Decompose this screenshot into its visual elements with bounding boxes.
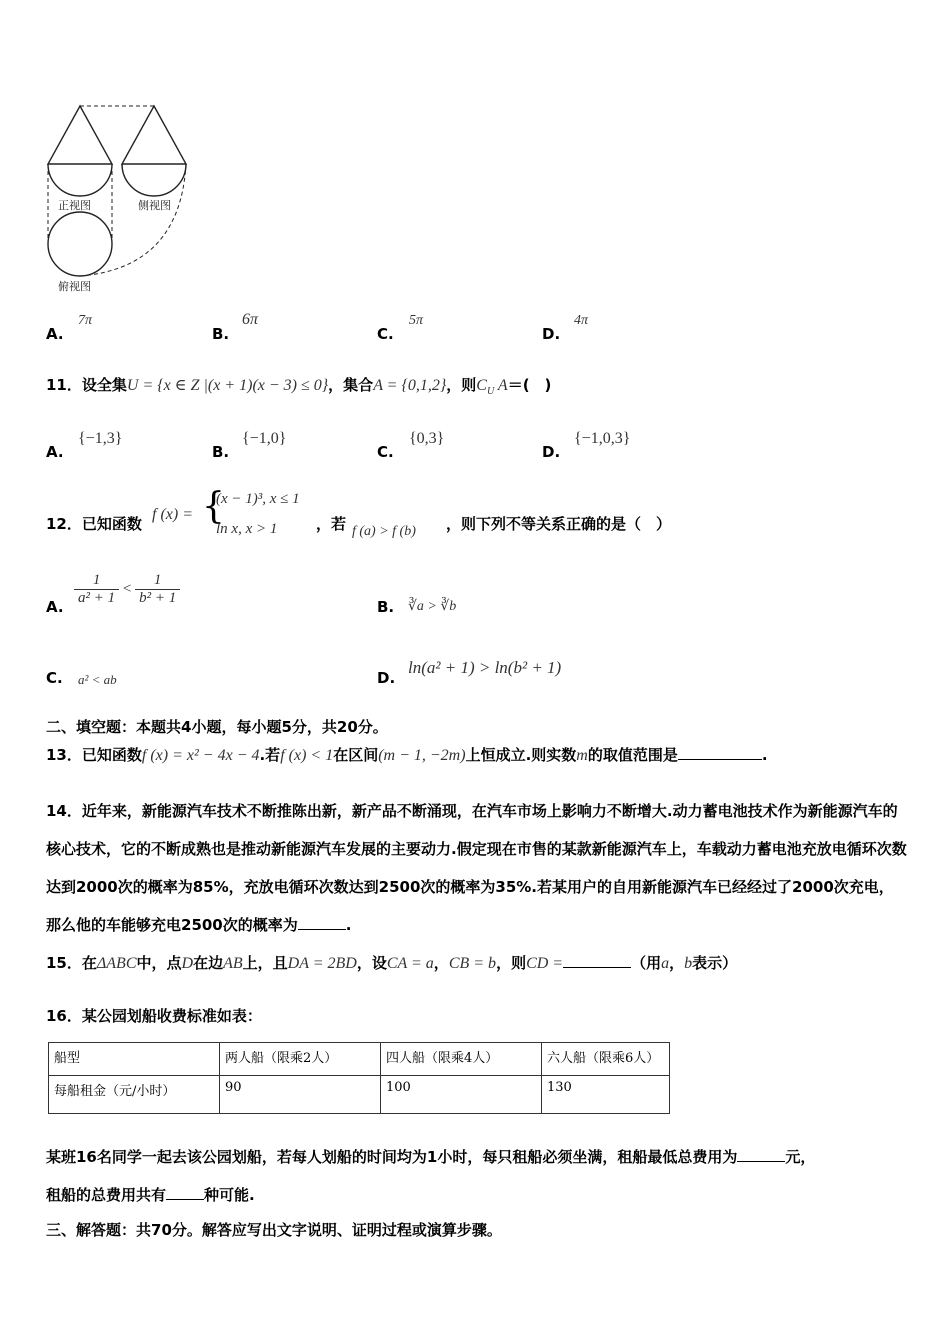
q10-option-d-value: 4π [574, 313, 589, 328]
q13-function: f (x) = x² − 4x − 4 [141, 747, 260, 764]
side-view-triangle [122, 106, 186, 164]
table-header-cell: 船型 [49, 1043, 220, 1076]
section-3-heading: 三、解答题：共70分。解答应写出文字说明、证明过程或演算步骤。 [46, 1221, 502, 1239]
q12-case-1: (x − 1)³, x ≤ 1 [216, 491, 300, 507]
q12-option-d-letter: D. [377, 669, 396, 687]
table-cell: 100 [381, 1076, 542, 1114]
question-16-text: 某班16名同学一起去该公园划船，若每人划船的时间均为1小时，每只租船必须坐满，租船最低总费用为 元， 租船的总费用共有 种可能. [46, 1148, 816, 1204]
q12-brace: { [202, 486, 225, 527]
q10-option-a-letter: A. [46, 325, 64, 343]
table-header-cell: 两人船（限乘2人） [220, 1043, 381, 1076]
front-view-label: 正视图 [58, 199, 91, 212]
q10-option-b-letter: B. [212, 325, 230, 343]
side-view-semicircle [122, 164, 186, 196]
q12-option-c-value: a² < ab [78, 672, 117, 687]
q12-condition: f (a) > f (b) [352, 524, 416, 539]
question-15: 15．在ΔABC中，点D在边AB上，且DA = 2BD，设CA = a，CB = b，则CD = （用a，b表示） [46, 954, 738, 972]
q15-answer-blank [563, 953, 631, 968]
q10-option-c-letter: C. [377, 325, 394, 343]
front-view-triangle [48, 106, 112, 164]
section-2-heading: 二、填空题：本题共4小题，每小题5分，共20分。 [46, 718, 388, 736]
q11-option-a-value: {−1,3} [78, 430, 123, 447]
q10-option-b-value: 6π [242, 311, 259, 328]
q10-option-a-value: 7π [78, 313, 93, 328]
table-header-row [49, 1043, 670, 1076]
table-cell: 每船租金（元/小时） [49, 1076, 220, 1114]
boat-fee-table [48, 1042, 670, 1114]
side-view-label: 侧视图 [138, 199, 171, 212]
q11-option-b-value: {−1,0} [242, 430, 287, 447]
q11-complement: $C_U$ A [476, 377, 508, 398]
q10-option-c-value: 5π [409, 313, 424, 328]
q14-answer-blank [298, 915, 346, 930]
q16-blank-2 [166, 1185, 204, 1200]
q12-option-a-value: $\frac{1}{\text{a² + 1}}$ < $\frac{1}{\text{b² + 1}}$ [74, 572, 180, 607]
top-view-circle [48, 212, 112, 276]
q11-option-a-letter: A. [46, 443, 64, 461]
table-header-cell: 四人船（限乘4人） [381, 1043, 542, 1076]
q12-option-d-value: ln(a² + 1) > ln(b² + 1) [408, 658, 562, 677]
table-cell: 90 [220, 1076, 381, 1114]
q12-case-2: ln x, x > 1 [216, 521, 278, 537]
q13-condition: f (x) < 1 [280, 747, 334, 764]
question-14: 14．近年来，新能源汽车技术不断推陈出新，新产品不断涌现，在汽车市场上影响力不断增大.动力蓄电池技术作为新能源汽车的核心技术，它的不断成熟也是推动新能源汽车发展的主要动力.假定现在市售的某款新能源汽车上，车载动力蓄电池充放电循环次数达到2000次的概率为85%，充放电循环次数达到2500次的概率为35%.若某用户的自用新能源汽车已经经过了2000次充电，那么他的车能够充电2500次的概率为 . [46, 802, 907, 934]
front-view-semicircle [48, 164, 112, 196]
q11-option-b-letter: B. [212, 443, 230, 461]
q12-option-b-value: ∛a > ∛b [408, 599, 457, 614]
q11-option-c-value: {0,3} [409, 430, 445, 447]
top-view-label: 俯视图 [58, 280, 91, 293]
q11-universal-set: U = {x ∈ Z |(x + 1)(x − 3) ≤ 0} [126, 377, 329, 394]
table-header-cell: 六人船（限乘6人） [542, 1043, 670, 1076]
q11-set-a: A = {0,1,2} [373, 377, 447, 394]
q11-option-c-letter: C. [377, 443, 394, 461]
q12-option-c-letter: C. [46, 669, 63, 687]
question-11: 11．设全集U = {x ∈ Z |(x + 1)(x − 3) ≤ 0}，集合A = {0,1,2}，则$C_U$ A＝( ) [46, 376, 552, 398]
q10-option-d-letter: D. [542, 325, 561, 343]
q12-option-a-letter: A. [46, 598, 64, 616]
q12-function-name: f (x) = [152, 506, 193, 523]
q13-answer-blank [678, 745, 762, 760]
question-12-stem: 12．已知函数 [46, 515, 142, 533]
q16-blank-1 [737, 1147, 785, 1162]
table-cell: 130 [542, 1076, 670, 1114]
q11-option-d-letter: D. [542, 443, 561, 461]
q13-interval: (m − 1, −2m) [378, 747, 466, 764]
q11-option-d-value: {−1,0,3} [574, 430, 631, 447]
q12-option-b-letter: B. [377, 598, 395, 616]
question-16-intro: 16．某公园划船收费标准如表： [46, 1007, 262, 1025]
table-row [49, 1076, 670, 1114]
question-13: 13．已知函数f (x) = x² − 4x − 4.若f (x) < 1在区间(m − 1, −2m)上恒成立.则实数m的取值范围是 . [46, 746, 768, 764]
